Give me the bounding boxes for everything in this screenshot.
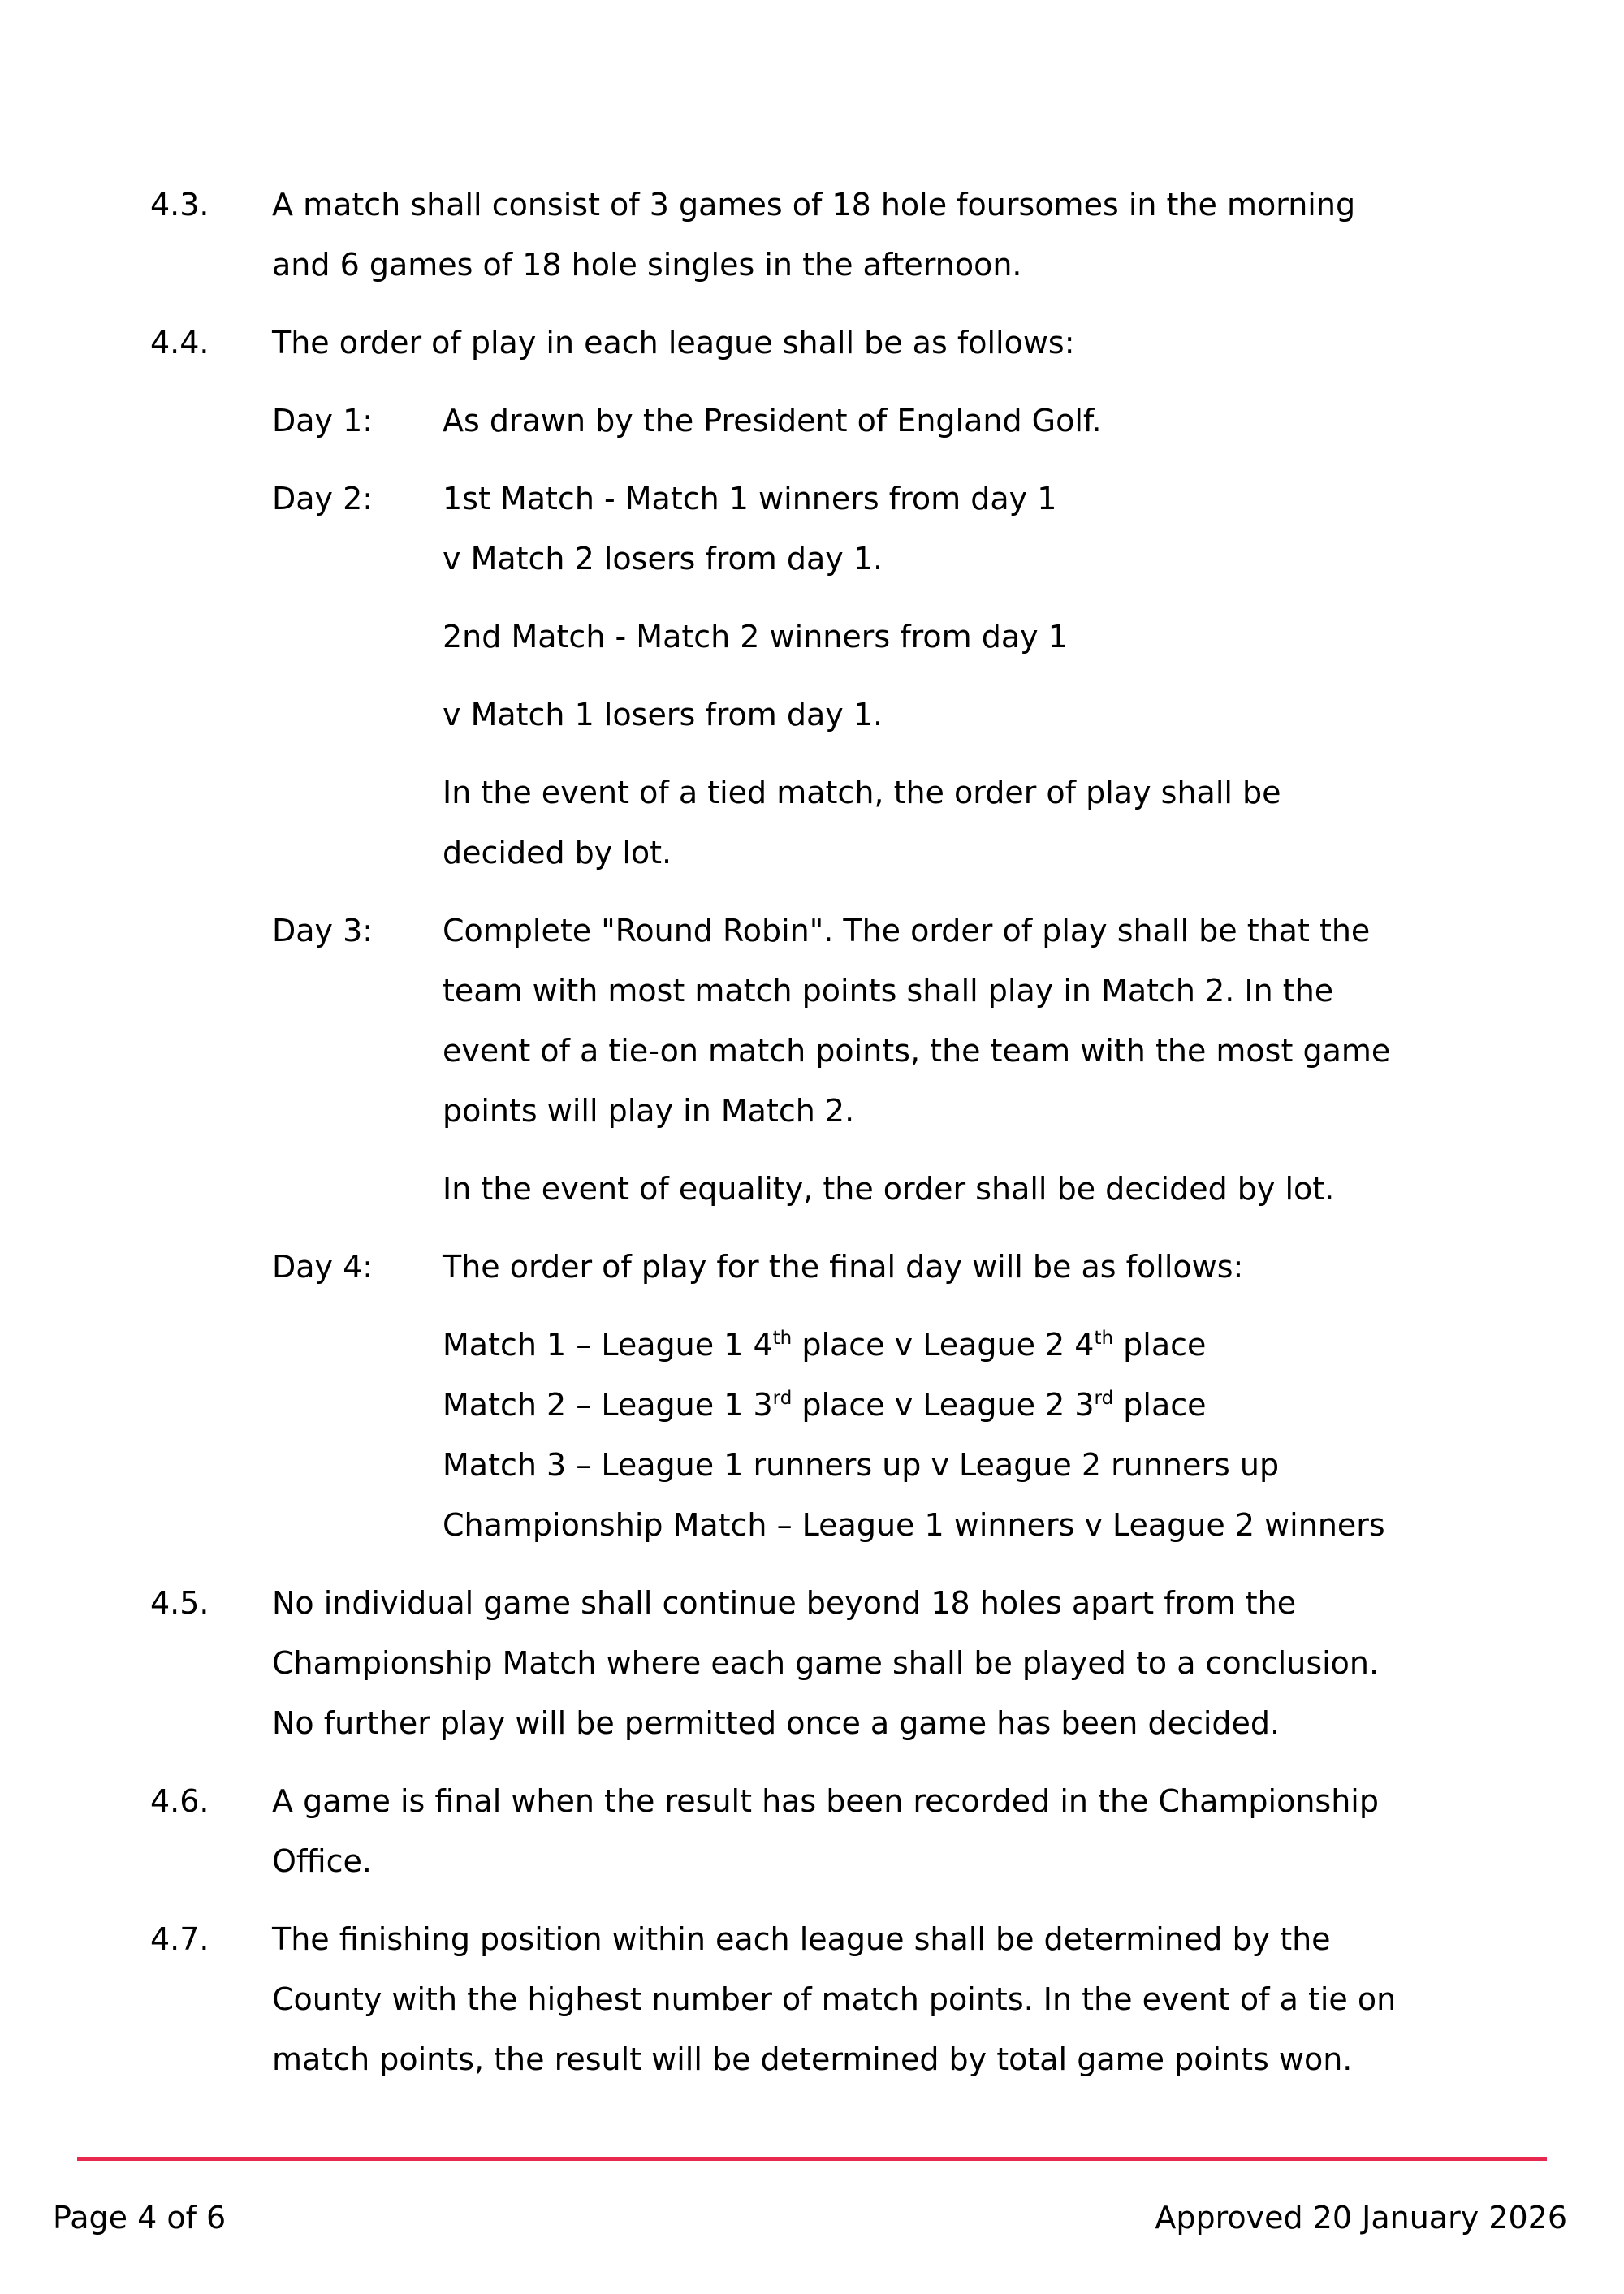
section-number: 4.4. xyxy=(150,325,209,361)
section-4-6 xyxy=(150,1771,1624,1909)
section-number: 4.3. xyxy=(150,187,209,222)
paragraph xyxy=(443,1237,1624,1297)
day-label: Day 1: xyxy=(272,403,374,438)
day-label: Day 4: xyxy=(272,1249,374,1285)
section-number: 4.5. xyxy=(150,1585,209,1621)
match-line-3: Match 3 – League 1 runners up v League 2 runners up xyxy=(443,1447,1280,1483)
day-row-4 xyxy=(272,1237,1624,1573)
ordinal-superscript: th xyxy=(1094,1328,1114,1349)
paragraph xyxy=(443,1159,1624,1219)
paragraph xyxy=(443,685,1624,745)
ordinal-superscript: th xyxy=(772,1328,793,1349)
text-line: event of a tie-on match points, the team with the most game xyxy=(443,1033,1391,1069)
text-line: and 6 games of 18 hole singles in the afternoon. xyxy=(272,247,1022,283)
paragraph xyxy=(443,391,1624,451)
section-4-7 xyxy=(150,1909,1624,2107)
text-line: No individual game shall continue beyond 18 holes apart from the xyxy=(272,1585,1297,1621)
day-row-1 xyxy=(272,391,1624,469)
day-row-2 xyxy=(272,469,1624,901)
section-4-5 xyxy=(150,1573,1624,1771)
ordinal-superscript: rd xyxy=(1094,1388,1114,1409)
text-line: A game is final when the result has been recorded in the Championship xyxy=(272,1783,1379,1819)
text-line: v Match 2 losers from day 1. xyxy=(443,541,883,577)
text-line: v Match 1 losers from day 1. xyxy=(443,697,883,732)
text-line: match points, the result will be determined by total game points won. xyxy=(272,2041,1353,2077)
paragraph xyxy=(272,1771,1624,1891)
paragraph xyxy=(443,763,1624,883)
text-line: team with most match points shall play in Match 2. In the xyxy=(443,973,1334,1009)
approved-date: Approved 20 January 2026 xyxy=(1155,2200,1567,2236)
ordinal-superscript: rd xyxy=(772,1388,793,1409)
paragraph xyxy=(272,1909,1624,2089)
text-line: As drawn by the President of England Golf. xyxy=(443,403,1102,438)
text-line: The order of play for the final day will be as follows: xyxy=(443,1249,1244,1285)
page-number: Page 4 of 6 xyxy=(53,2200,227,2236)
paragraph xyxy=(272,1573,1624,1753)
section-4-4 xyxy=(150,313,1624,1573)
text-line: 2nd Match - Match 2 winners from day 1 xyxy=(443,619,1068,655)
match-line-2: Match 2 – League 1 3rd place v League 2 3rd place xyxy=(443,1387,1207,1423)
text-line: 1st Match - Match 1 winners from day 1 xyxy=(443,481,1057,516)
text-line: County with the highest number of match points. In the event of a tie on xyxy=(272,1981,1397,2017)
section-number: 4.7. xyxy=(150,1921,209,1957)
day-label: Day 3: xyxy=(272,913,374,948)
paragraph xyxy=(443,1315,1624,1555)
text-line: A match shall consist of 3 games of 18 hole foursomes in the morning xyxy=(272,187,1356,222)
text-line: In the event of equality, the order shall be decided by lot. xyxy=(443,1171,1335,1207)
text-line: Championship Match where each game shall be played to a conclusion. xyxy=(272,1645,1380,1681)
paragraph xyxy=(443,607,1624,667)
section-number: 4.6. xyxy=(150,1783,209,1819)
day-row-3 xyxy=(272,901,1624,1237)
text-line: In the event of a tied match, the order of play shall be xyxy=(443,775,1281,810)
paragraph xyxy=(443,469,1624,589)
paragraph xyxy=(443,901,1624,1141)
text-line: points will play in Match 2. xyxy=(443,1093,855,1129)
day-label: Day 2: xyxy=(272,481,374,516)
footer-divider xyxy=(77,2157,1547,2161)
match-line-1: Match 1 – League 1 4th place v League 2 4th place xyxy=(443,1327,1207,1363)
championship-match-line: Championship Match – League 1 winners v League 2 winners xyxy=(443,1507,1385,1543)
text-line: The finishing position within each league shall be determined by the xyxy=(272,1921,1331,1957)
paragraph xyxy=(272,175,1624,295)
text-line: Office. xyxy=(272,1843,372,1879)
section-4-3 xyxy=(150,175,1624,313)
text-line: decided by lot. xyxy=(443,835,672,871)
text-line: Complete "Round Robin". The order of play shall be that the xyxy=(443,913,1371,948)
text-line: No further play will be permitted once a game has been decided. xyxy=(272,1705,1281,1741)
paragraph xyxy=(272,313,1624,373)
page-footer xyxy=(53,2188,1567,2248)
text-line: The order of play in each league shall be as follows: xyxy=(272,325,1075,361)
